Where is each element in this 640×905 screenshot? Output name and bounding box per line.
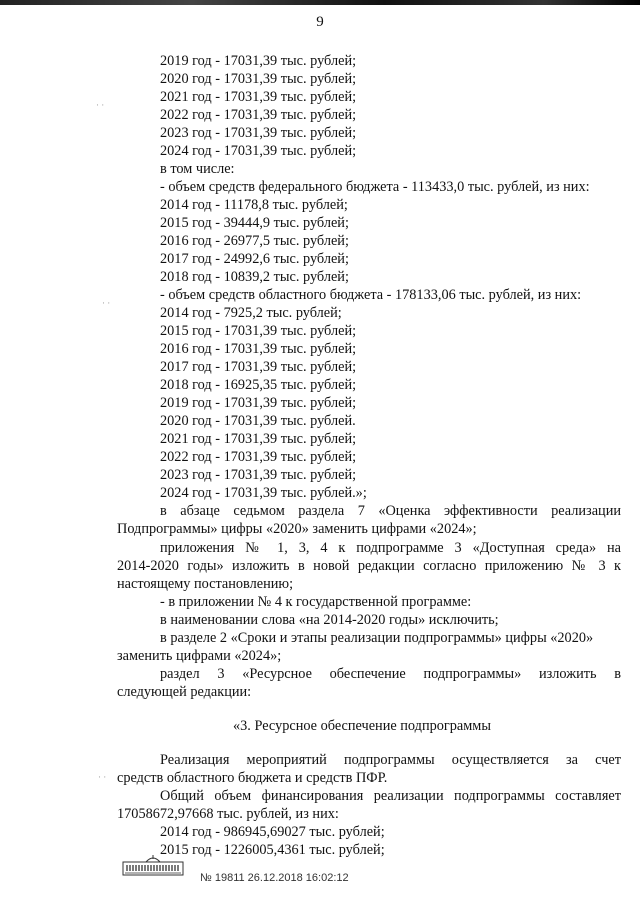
- text-line: 2014 год - 7925,2 тыс. рублей;: [160, 305, 342, 321]
- text-line: Реализация мероприятий подпрограммы осуществляется за счет: [160, 752, 621, 768]
- text-line: - в приложении № 4 к государственной программе:: [160, 594, 472, 610]
- scan-speck: · ·: [102, 298, 111, 308]
- text-line: 2017 год - 17031,39 тыс. рублей;: [160, 359, 357, 375]
- page-number: 9: [316, 14, 324, 30]
- text-line: - объем средств федерального бюджета - 113433,0 тыс. рублей, из них:: [160, 179, 590, 195]
- text-line: 2015 год - 1226005,4361 тыс. рублей;: [160, 842, 385, 858]
- text-line: 2024 год - 17031,39 тыс. рублей.»;: [160, 485, 367, 501]
- text-line: 2023 год - 17031,39 тыс. рублей;: [160, 125, 357, 141]
- text-line: - объем средств областного бюджета - 178133,06 тыс. рублей, из них:: [160, 287, 582, 303]
- text-line: 2019 год - 17031,39 тыс. рублей;: [160, 53, 357, 69]
- text-line: 2024 год - 17031,39 тыс. рублей;: [160, 143, 357, 159]
- text-line: Подпрограммы» цифры «2020» заменить цифрами «2024»;: [117, 521, 477, 537]
- text-line: в абзаце седьмом раздела 7 «Оценка эффективности реализации: [160, 503, 621, 519]
- text-line: заменить цифрами «2024»;: [117, 648, 282, 664]
- text-line: 2014 год - 986945,69027 тыс. рублей;: [160, 824, 385, 840]
- text-line: 2023 год - 17031,39 тыс. рублей;: [160, 467, 357, 483]
- text-line: Общий объем финансирования реализации подпрограммы составляет: [160, 788, 621, 804]
- text-line: 2015 год - 17031,39 тыс. рублей;: [160, 323, 357, 339]
- text-line: 2018 год - 10839,2 тыс. рублей;: [160, 269, 349, 285]
- registration-number: № 19811 26.12.2018 16:02:12: [200, 872, 349, 884]
- text-line: следующей редакции:: [117, 684, 252, 700]
- scan-speck: · ·: [98, 772, 107, 782]
- scan-edge-bar: [0, 0, 640, 5]
- text-line: 2014-2020 годы» изложить в новой редакции согласно приложению № 3 к: [117, 558, 621, 574]
- text-line: 2017 год - 24992,6 тыс. рублей;: [160, 251, 349, 267]
- text-line: средств областного бюджета и средств ПФР.: [117, 770, 388, 786]
- text-line: 2022 год - 17031,39 тыс. рублей;: [160, 107, 357, 123]
- text-line: 2019 год - 17031,39 тыс. рублей;: [160, 395, 357, 411]
- document-footer: [0, 846, 640, 886]
- text-line: раздел 3 «Ресурсное обеспечение подпрограммы» изложить в: [160, 666, 621, 682]
- text-line: 17058672,97668 тыс. рублей, из них:: [117, 806, 339, 822]
- text-line: 2021 год - 17031,39 тыс. рублей;: [160, 89, 357, 105]
- text-line: в наименовании слова «на 2014-2020 годы» исключить;: [160, 612, 499, 628]
- text-line: 2020 год - 17031,39 тыс. рублей;: [160, 71, 357, 87]
- text-line: 2016 год - 17031,39 тыс. рублей;: [160, 341, 357, 357]
- text-line: в том числе:: [160, 161, 235, 177]
- scan-speck: · ·: [96, 100, 105, 110]
- text-line: 2021 год - 17031,39 тыс. рублей;: [160, 431, 357, 447]
- text-line: 2020 год - 17031,39 тыс. рублей.: [160, 413, 356, 429]
- text-line: 2022 год - 17031,39 тыс. рублей;: [160, 449, 357, 465]
- barcode-stamp: [122, 854, 184, 876]
- text-line: в разделе 2 «Сроки и этапы реализации подпрограммы» цифры «2020»: [160, 630, 594, 646]
- text-line: 2016 год - 26977,5 тыс. рублей;: [160, 233, 349, 249]
- text-line: 2014 год - 11178,8 тыс. рублей;: [160, 197, 348, 213]
- text-line: 2015 год - 39444,9 тыс. рублей;: [160, 215, 349, 231]
- text-line: настоящему постановлению;: [117, 576, 294, 592]
- text-line: 2018 год - 16925,35 тыс. рублей;: [160, 377, 357, 393]
- text-line: приложения № 1, 3, 4 к подпрограмме 3 «Доступная среда» на: [160, 540, 621, 556]
- text-line: «3. Ресурсное обеспечение подпрограммы: [233, 718, 491, 734]
